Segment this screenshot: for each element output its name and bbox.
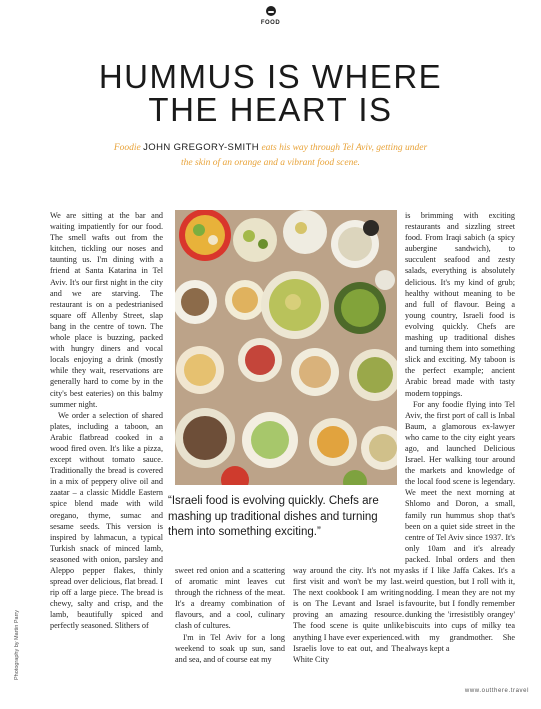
paragraph: For any foodie flying into Tel Aviv, the first port of call is Inbal Baum, a glamorous ex-lawyer who came to the city eight years ago, and launched Delicious Israel. Her walking tour around the markets and knowledge of the local food scene is legendary. We meet the next morning at Shlomo and Doron, a small, family run hummus shop that's been on a quiet side street in the centre of Tel Aviv since 1937. It's only 10am and it's already packed. Inbal orders and then asks if I like Jaffa Cakes. It's a weird question, but I roll with it, nodding. I mean they are not my favourite, but I fondly remember dunking the 'irresistibly orangey' biscuits into cups of milky tea with my grandmother. She always kept a (405, 399, 515, 653)
paragraph: I'm in Tel Aviv for a long weekend to soak up sun, sand and sea, and of course eat my (175, 632, 285, 664)
standfirst-rest: eats his way through Tel Aviv, getting under the skin of an orange and a vibrant food scene. (181, 143, 428, 168)
body-column-1 (50, 210, 163, 680)
dish-icon (266, 6, 276, 16)
standfirst (110, 140, 431, 171)
paragraph: is brimming with exciting restaurants and sizzling street food. From Iraqi sabich (a spicy aubergine sandwich), to succulent seafood and zesty salads, everything is absolutely delicious. It's my kind of grub; healthy without meaning to be and full of flavour. Being a young country, Israeli food is evolving quickly. Chefs are mashing up traditional dishes and turning them into something slick and exciting. My taboon is the perfect example; ancient Arabic bread made with tasty modern toppings. (405, 211, 515, 398)
photo-credit: Photography by Martin Parry (14, 609, 20, 680)
headline-line-2: THE HEART IS (148, 91, 393, 128)
pull-quote: “Israeli food is evolving quickly. Chefs are mashing up traditional dishes and turning them into something exciting.” (168, 495, 379, 538)
paragraph: We are sitting at the bar and waiting impatiently for our food. The smell wafts out from the kitchen, tickling our noses and taunting us. I'm dining with a friend at Santa Katarina in Tel Aviv. It's our first night in the city and we are starving. The restaurant is on a pedestrianised square off Allenby Street, slap bang in the centre of town. The whole place is buzzing, packed with hungry diners and vocal locals enjoying a drink (mostly while they wait, reservations are generally hard to come by in the city's best eateries) on this balmy summer night. (50, 211, 163, 409)
headline-line-1: HUMMUS IS WHERE (98, 58, 443, 95)
body-column-3 (293, 565, 404, 685)
author-name: JOHN GREGORY-SMITH (143, 142, 260, 153)
standfirst-prefix: Foodie (113, 143, 144, 153)
paragraph: sweet red onion and a scattering of aromatic mint leaves cut through the richness of the meat. It's a dreamy combination of flavours, and a cool, culinary clash of cultures. (175, 566, 285, 631)
food-photo (175, 210, 397, 485)
paragraph: We order a selection of shared plates, including a taboon, an Arabic flatbread cooked in a wood fired oven. It's like a pizza, except without tomato sauce. Traditionally the bread is covered in a mix of peppery olive oil and zaatar – a classic Middle Eastern spice blend made with wild oregano, thyme, sumac and sesame seeds. This version is inspired by lahmacun, a typical Turkish snack of minced lamb, seasoned with onion, parsley and Aleppo pepper flakes, thinly spread over delicious, flat bread. I rip off a large piece. The bread is chewy, salty and crisp, and the lamb, beautifully spiced and perfectly seasoned. Slithers of (50, 410, 163, 631)
body-column-4 (405, 210, 515, 685)
food-spread-illustration (175, 210, 397, 485)
body-column-2 (175, 565, 285, 685)
headline (0, 60, 541, 126)
paragraph: way around the city. It's not my first visit and won't be my last. The next cookbook I am writing is on The Levant and Israel is proving an amazing resource. The food scene is quite unlike anything I have ever experienced. Israelis love to eat out, and The White City (293, 566, 404, 664)
footer-url[interactable]: www.outthere.travel (464, 688, 529, 694)
section-label: FOOD (260, 20, 281, 26)
